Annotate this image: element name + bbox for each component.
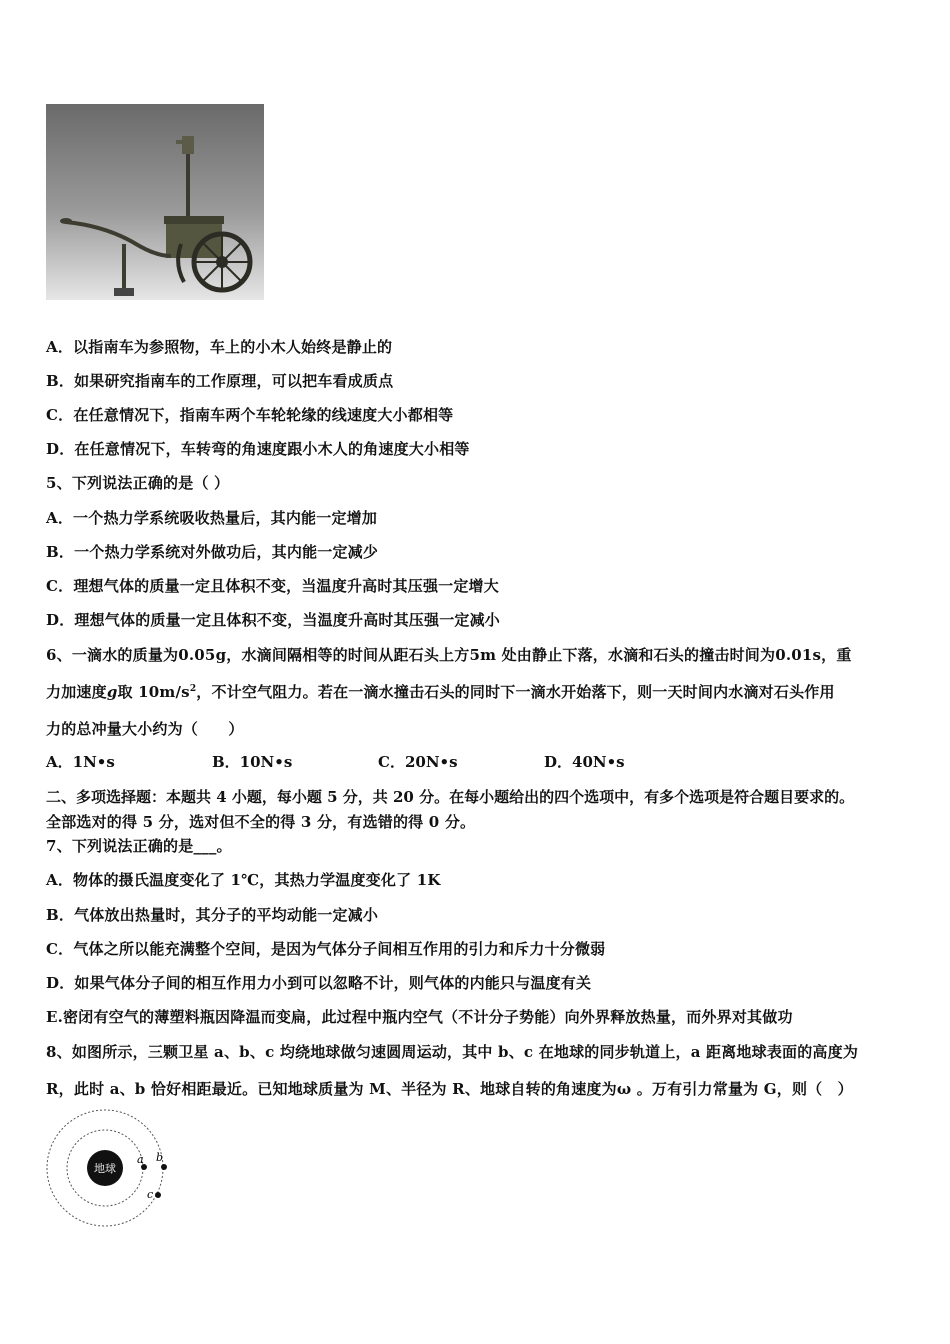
q6-option-a: A．1N•s [46,753,115,771]
q6-option-b: B．10N•s [212,753,293,771]
section2-line2: 全部选对的得 5 分，选对但不全的得 3 分，有选错的得 0 分。 [46,813,476,831]
q4-option-b: B．如果研究指南车的工作原理，可以把车看成质点 [46,372,394,390]
satellite-c [155,1192,161,1198]
q6-option-d: D．40N•s [544,753,625,771]
label-b: b [156,1151,164,1164]
q4-option-d: D．在任意情况下，车转弯的角速度跟小木人的角速度大小相等 [46,440,470,458]
q6-line2-b: 取 10m/s [117,683,190,701]
label-a: a [137,1153,144,1166]
earth-label: 地球 [94,1162,116,1175]
section2-line1: 二、多项选择题：本题共 4 小题，每小题 5 分，共 20 分。在每小题给出的四个选项中，有多个选项是符合题目要求的。 [46,788,855,806]
q7-option-b: B．气体放出热量时，其分子的平均动能一定减小 [46,906,379,924]
q5-option-d: D．理想气体的质量一定且体积不变，当温度升高时其压强一定减小 [46,611,501,629]
q6-stem-line2 [46,681,835,702]
q5-stem: 5、下列说法正确的是（ ） [46,474,230,492]
q6-line2-a: 力加速度 [46,683,107,701]
q6-options [46,751,625,772]
q6-var-g: g [106,683,118,701]
q7-option-e: E.密闭有空气的薄塑料瓶因降温而变扁，此过程中瓶内空气（不计分子势能）向外界释放热量，而外界对其做功 [46,1008,793,1026]
q6-option-c: C．20N•s [378,753,458,771]
satellite-b [161,1164,167,1170]
q7-option-c: C．气体之所以能充满整个空间，是因为气体分子间相互作用的引力和斥力十分微弱 [46,940,606,958]
q5-option-b: B．一个热力学系统对外做功后，其内能一定减少 [46,543,379,561]
q5-option-c: C．理想气体的质量一定且体积不变，当温度升高时其压强一定增大 [46,577,499,595]
q6-line2-c: ，不计空气阻力。若在一滴水撞击石头的同时下一滴水开始落下，则一天时间内水滴对石头作用 [196,683,835,701]
q7-option-a: A．物体的摄氏温度变化了 1℃，其热力学温度变化了 1K [46,871,441,889]
q7-stem: 7、下列说法正确的是___。 [46,837,232,855]
compass-cart-photo [46,104,264,300]
q6-line2-sup: 2 [189,684,197,694]
q6-stem-line1: 6、一滴水的质量为0.05g，水滴间隔相等的时间从距石头上方5m 处由静止下落，水滴和石头的撞击时间为0.01s，重 [46,646,852,664]
label-c: c [147,1188,154,1201]
q7-option-d: D．如果气体分子间的相互作用力小到可以忽略不计，则气体的内能只与温度有关 [46,974,592,992]
q5-option-a: A．一个热力学系统吸收热量后，其内能一定增加 [46,509,378,527]
q4-option-c: C．在任意情况下，指南车两个车轮轮缘的线速度大小都相等 [46,406,454,424]
q6-stem-line3: 力的总冲量大小约为（ ） [46,720,244,738]
q8-stem-line1: 8、如图所示，三颗卫星 a、b、c 均绕地球做匀速圆周运动，其中 b、c 在地球的同步轨道上，a 距离地球表面的高度为 [46,1043,859,1061]
orbit-diagram [40,1108,180,1230]
q8-stem-line2: R，此时 a、b 恰好相距最近。已知地球质量为 M、半径为 R、地球自转的角速度为ω 。万有引力常量为 G，则（ ） [46,1080,853,1098]
q4-option-a: A．以指南车为参照物，车上的小木人始终是静止的 [46,338,393,356]
